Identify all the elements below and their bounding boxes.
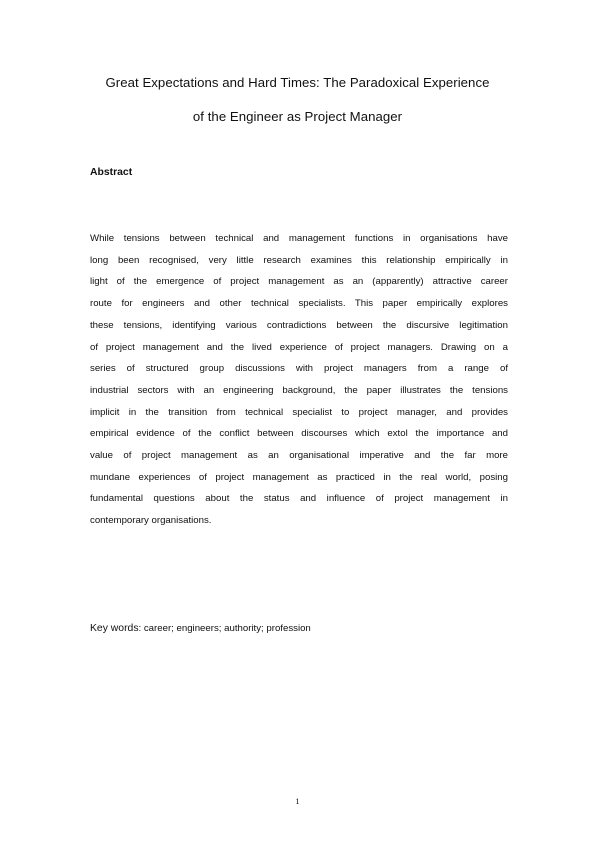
page-number: 1	[295, 796, 300, 806]
keywords	[90, 622, 311, 636]
keywords-label: Key words	[90, 623, 139, 634]
abstract-body	[90, 228, 508, 532]
abstract-line: implicit in the transition from technical specialist to project manager, and provides	[90, 406, 508, 418]
abstract-line: these tensions, identifying various contradictions between the discursive legitimation	[90, 319, 508, 331]
abstract-line: light of the emergence of project management as an (apparently) attractive career	[90, 276, 508, 288]
abstract-line: series of structured group discussions with project managers from a range of	[90, 363, 508, 375]
abstract-line: contemporary organisations.	[90, 515, 212, 527]
abstract-line: industrial sectors with an engineering background, the paper illustrates the tensions	[90, 384, 508, 396]
abstract-line: route for engineers and other technical specialists. This paper empirically explores	[90, 298, 508, 310]
title-line: of the Engineer as Project Manager	[192, 109, 403, 124]
keywords-value: : career; engineers; authority; profession	[138, 623, 311, 634]
abstract-line: mundane experiences of project management as practiced in the real world, posing	[90, 471, 508, 483]
abstract-heading: Abstract	[90, 167, 133, 178]
title-line: Great Expectations and Hard Times: The Paradoxical Experience	[105, 75, 490, 90]
abstract-line: fundamental questions about the status and influence of project management in	[90, 493, 508, 505]
abstract-line: value of project management as an organisational imperative and the far more	[90, 450, 508, 462]
abstract-line: of project management and the lived experience of project managers. Drawing on a	[90, 341, 508, 353]
abstract-line: empirical evidence of the conflict between discourses which extol the importance and	[90, 428, 508, 440]
abstract-line: While tensions between technical and management functions in organisations have	[90, 233, 508, 244]
abstract-line: long been recognised, very little research examines this relationship empirically in	[90, 254, 508, 266]
paper-title	[60, 66, 535, 134]
